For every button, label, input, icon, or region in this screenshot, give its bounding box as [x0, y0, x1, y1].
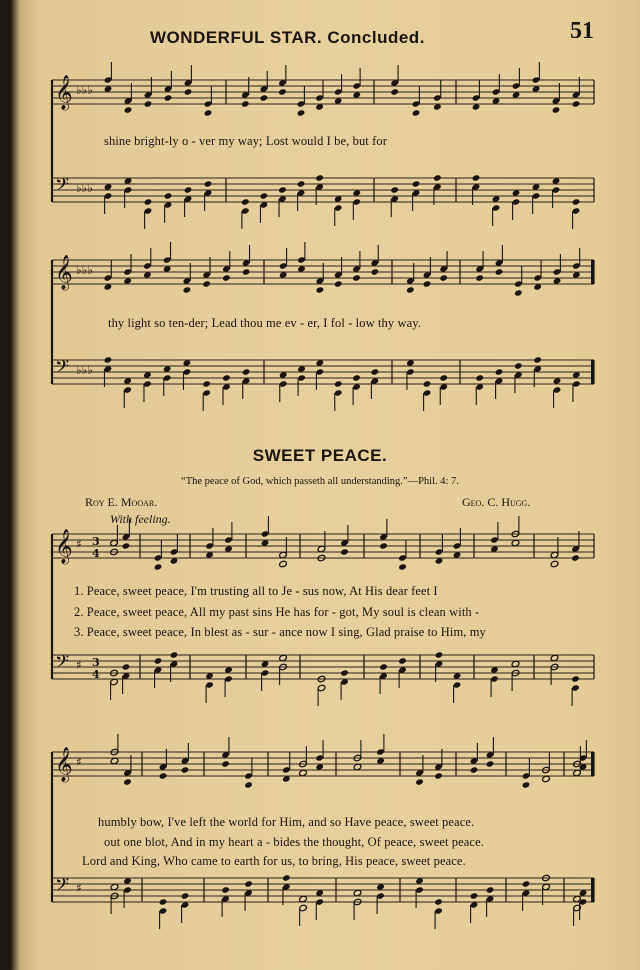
note-head — [434, 898, 443, 905]
note-head — [334, 380, 343, 387]
note-head — [184, 88, 193, 95]
note-head — [406, 286, 415, 293]
note-head — [184, 186, 193, 193]
note-head — [104, 356, 113, 363]
key-signature-icon: ♯ — [76, 755, 82, 769]
scripture-epigraph: “The peace of God, which passeth all understanding.”—Phil. 4: 7. — [181, 476, 459, 487]
note-head — [204, 109, 213, 116]
note-head — [242, 368, 251, 375]
note-head — [470, 766, 479, 773]
lyric-line: thy light so ten-der; Lead thou me ev - er, I fol - low thy way. — [108, 316, 421, 330]
note-head — [222, 374, 231, 381]
note-head — [221, 760, 230, 767]
note-head — [340, 548, 349, 555]
final-bar-line — [591, 752, 594, 776]
lyricist-credit: Roy E. Mooar. — [85, 495, 158, 509]
note-head — [242, 268, 251, 275]
note-head — [522, 781, 531, 788]
note-head — [315, 174, 324, 181]
verse-2-line-1: 2. Peace, sweet peace, All my past sins He has for - got, My soul is clean with - — [74, 605, 480, 619]
note-head — [202, 280, 211, 287]
treble-clef-icon: 𝄞 — [55, 255, 73, 290]
page-title-wonderful-star: WONDERFUL STAR. Concluded. — [150, 28, 425, 47]
note-head — [297, 109, 306, 116]
note-head — [486, 886, 495, 893]
note-head — [181, 892, 190, 899]
final-bar-line — [591, 260, 594, 284]
note-head — [571, 675, 580, 682]
note-head — [340, 669, 349, 676]
note-head — [123, 778, 132, 785]
note-head — [398, 563, 407, 570]
note-head — [522, 880, 531, 887]
note-head — [164, 192, 173, 199]
note-head — [435, 651, 444, 658]
note-head — [260, 192, 269, 199]
note-head — [352, 274, 361, 281]
note-head — [316, 286, 325, 293]
time-signature-icon: 4 — [92, 547, 100, 560]
note-head — [412, 180, 421, 187]
note-head — [334, 280, 343, 287]
note-head — [470, 892, 479, 899]
note-head — [154, 563, 163, 570]
note-head — [352, 374, 361, 381]
note-head — [390, 88, 399, 95]
note-head — [260, 94, 269, 101]
page-number: 51 — [570, 18, 594, 44]
note-head — [550, 560, 559, 567]
note-head — [423, 380, 432, 387]
note-head — [164, 94, 173, 101]
note-head — [278, 88, 287, 95]
note-head — [495, 268, 504, 275]
bass-clef-icon: 𝄢 — [55, 652, 70, 677]
verse-1-line-1: 1. Peace, sweet peace, I'm trusting all to Je - sus now, At His dear feet I — [74, 584, 438, 598]
note-head — [514, 289, 523, 296]
note-head — [222, 274, 231, 281]
key-signature-icon: ♯ — [76, 881, 82, 895]
composer-credit: Geo. C. Hugg. — [462, 495, 531, 509]
note-head — [379, 542, 388, 549]
note-head — [159, 898, 168, 905]
treble-clef-icon: 𝄞 — [55, 529, 73, 564]
note-head — [472, 174, 481, 181]
key-signature-icon: ♭♭♭ — [76, 181, 93, 195]
note-head — [572, 100, 581, 107]
note-head — [279, 560, 288, 567]
note-head — [475, 374, 484, 381]
note-head — [379, 663, 388, 670]
note-head — [439, 374, 448, 381]
verse-3-line-2: Lord and King, Who came to earth for us, to bring, His peace, sweet peace. — [82, 854, 466, 868]
note-head — [122, 542, 131, 549]
note-head — [371, 268, 380, 275]
final-bar-line — [591, 360, 594, 384]
note-head — [124, 106, 133, 113]
note-head — [144, 198, 153, 205]
note-head — [181, 766, 190, 773]
note-head — [572, 198, 581, 205]
bass-clef-icon: 𝄢 — [55, 357, 70, 382]
note-head — [434, 772, 443, 779]
note-head — [433, 174, 442, 181]
note-head — [170, 651, 179, 658]
note-head — [439, 274, 448, 281]
note-head — [159, 772, 168, 779]
bass-clef-icon: 𝄢 — [55, 175, 70, 200]
key-signature-icon: ♭♭♭ — [76, 83, 93, 97]
note-head — [122, 663, 131, 670]
lyric-line: shine bright-ly o - ver my way; Lost would I be, but for — [104, 134, 387, 148]
verse-1-line-2: humbly bow, I've left the world for Him, and so Have peace, sweet peace. — [98, 815, 475, 829]
note-head — [282, 874, 291, 881]
note-head — [221, 886, 230, 893]
note-head — [204, 180, 213, 187]
treble-clef-icon: 𝄞 — [55, 747, 73, 782]
verse-3-line-1: 3. Peace, sweet peace, In blest as - sur - ance now I sing, Glad praise to Him, my — [74, 625, 486, 639]
note-head — [297, 180, 306, 187]
note-head — [371, 368, 380, 375]
time-signature-icon: 3 — [92, 656, 100, 669]
key-signature-icon: ♭♭♭ — [76, 263, 93, 277]
treble-clef-icon: 𝄞 — [55, 75, 73, 110]
note-head — [398, 657, 407, 664]
time-signature-icon: 4 — [92, 668, 100, 681]
bass-clef-icon: 𝄢 — [55, 875, 70, 900]
note-head — [154, 657, 163, 664]
note-head — [241, 100, 250, 107]
verse-2-line-2: out one blot, And in my heart a - bides the thought, Of peace, sweet peace. — [104, 835, 484, 849]
note-head — [475, 274, 484, 281]
key-signature-icon: ♯ — [76, 537, 82, 551]
key-signature-icon: ♭♭♭ — [76, 363, 93, 377]
note-head — [486, 760, 495, 767]
note-head — [244, 880, 253, 887]
note-head — [241, 198, 250, 205]
note-head — [390, 186, 399, 193]
note-head — [571, 554, 580, 561]
note-head — [552, 106, 561, 113]
note-head — [423, 280, 432, 287]
note-head — [244, 781, 253, 788]
time-signature-icon: 3 — [92, 535, 100, 548]
note-head — [202, 380, 211, 387]
note-head — [412, 109, 421, 116]
note-head — [278, 186, 287, 193]
note-head — [514, 362, 523, 369]
note-head — [533, 356, 542, 363]
final-bar-line — [591, 878, 594, 902]
note-head — [144, 100, 153, 107]
note-head — [183, 286, 192, 293]
key-signature-icon: ♯ — [76, 658, 82, 672]
note-head — [495, 368, 504, 375]
note-head — [415, 778, 424, 785]
hymn-title-sweet-peace: SWEET PEACE. — [252, 446, 388, 465]
tempo-marking: With feeling. — [110, 512, 171, 526]
